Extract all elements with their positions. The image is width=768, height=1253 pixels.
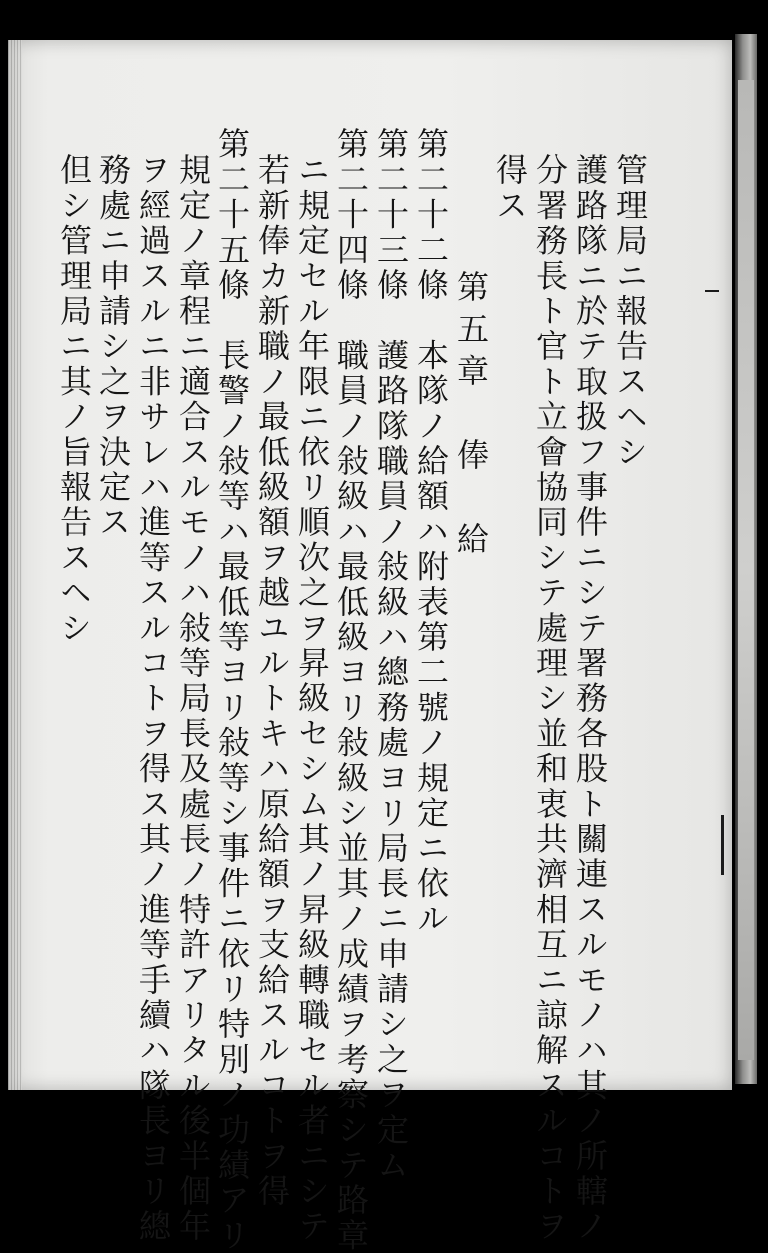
next-page-surface [738, 80, 754, 1060]
text-column-15: 但シ管理局ニ其ノ旨報告スヘシ [55, 153, 93, 646]
text-column-2: 護路隊ニ於テ取扱フ事件ニシテ署務各股ト關連スルモノハ其ノ所轄ノ [571, 153, 609, 1245]
text-column-10: 若新俸カ新職ノ最低級額ヲ越ユルトキハ原給額ヲ支給スルコトヲ得 [253, 153, 291, 1209]
text-column-article-24: 第二十四條 職員ノ敍級ハ最低級ヨリ敍級シ並其ノ成績ヲ考察シテ路章 [332, 127, 370, 1253]
text-column-article-23: 第二十三條 護路隊職員ノ敍級ハ總務處ヨリ局長ニ申請シ之ヲ定ム [372, 127, 410, 1183]
text-column-4: 得ス [491, 153, 529, 224]
text-column-14: 務處ニ申請シ之ヲ決定ス [94, 153, 132, 541]
text-column-13: ヲ經過スルニ非サレハ進等スルコトヲ得ス其ノ進等手續ハ隊長ヨリ總 [134, 153, 172, 1245]
margin-pen-mark [705, 290, 719, 292]
text-column-article-22: 第二十二條 本隊ノ給額ハ附表第二號ノ規定ニ依ル [412, 127, 450, 937]
text-column-1: 管理局ニ報告スヘシ [611, 153, 649, 470]
margin-pen-stroke [721, 815, 724, 875]
text-column-9: ニ規定セル年限ニ依リ順次之ヲ昇級セシム其ノ昇級轉職セル者ニシテ [293, 153, 331, 1245]
text-column-12: 規定ノ章程ニ適合スルモノハ敍等局長及處長ノ特許アリタル後半個年 [174, 153, 212, 1245]
page-stack-edge [8, 40, 22, 1090]
text-column-3: 分署務長ト官ト立會協同シテ處理シ並和衷共濟相互ニ諒解スルコトヲ [531, 153, 569, 1245]
chapter-heading: 第五章 俸 給 [452, 270, 490, 564]
text-column-article-25: 第二十五條 長警ノ敍等ハ最低等ヨリ敍等シ事件ニ依リ特別ノ功績アリ [213, 127, 251, 1253]
